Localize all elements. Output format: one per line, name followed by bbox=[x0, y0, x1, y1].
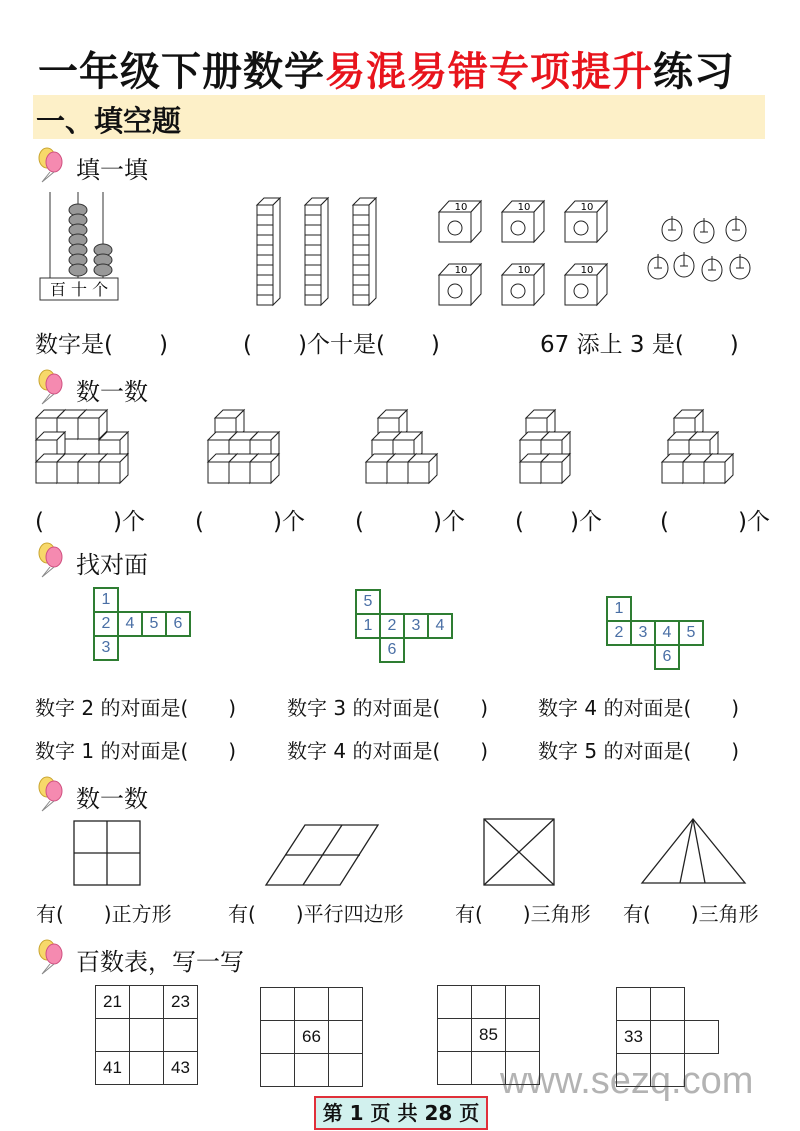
ten-boxes-icon bbox=[437, 198, 617, 310]
hundred-chart-fragment bbox=[95, 985, 198, 1085]
cube-net bbox=[355, 589, 453, 663]
hundred-chart-cell[interactable] bbox=[96, 1019, 130, 1052]
apples-icon bbox=[650, 212, 760, 292]
net-cell bbox=[166, 636, 190, 660]
hundred-chart-cell[interactable] bbox=[506, 1019, 540, 1052]
net-cell bbox=[166, 588, 190, 612]
title-prefix: 一年级下册数学 bbox=[38, 48, 325, 95]
parallelogram-figure bbox=[266, 825, 378, 885]
subheading: 数一数 bbox=[76, 785, 148, 813]
box-label: 10 bbox=[580, 265, 594, 276]
net-cell bbox=[118, 636, 142, 660]
balloon-icon bbox=[36, 777, 66, 811]
hundred-chart-cell[interactable] bbox=[130, 1019, 164, 1052]
hundred-chart-cell bbox=[685, 1054, 719, 1087]
hundred-chart-cell: 33 bbox=[617, 1021, 651, 1054]
cube-net bbox=[606, 596, 704, 670]
net-cell: 2 bbox=[94, 612, 118, 636]
hundred-chart-cell[interactable] bbox=[329, 988, 363, 1021]
hundred-chart-cell: 41 bbox=[96, 1052, 130, 1085]
count-answer-blank: ( )个 bbox=[195, 509, 305, 535]
hundred-chart-cell[interactable] bbox=[685, 1021, 719, 1054]
hundred-chart-cell[interactable] bbox=[472, 1052, 506, 1085]
count-answer-blank: ( )个 bbox=[515, 509, 602, 535]
hundred-chart-cell[interactable] bbox=[617, 1054, 651, 1087]
net-cell: 4 bbox=[118, 612, 142, 636]
box-label: 10 bbox=[454, 202, 468, 213]
net-cell bbox=[356, 638, 380, 662]
opposite-face-question: 数字 2 的对面是( ) bbox=[35, 696, 237, 720]
net-cell: 1 bbox=[607, 597, 631, 621]
fill-blank-question: 67 添上 3 是( ) bbox=[540, 332, 739, 358]
net-cell bbox=[655, 597, 679, 621]
abacus-labels: 百 十 个 bbox=[49, 280, 109, 299]
subheading: 找对面 bbox=[76, 551, 148, 579]
shapes-figures bbox=[0, 815, 800, 890]
hundred-chart-cell[interactable] bbox=[295, 1054, 329, 1087]
net-cell bbox=[428, 638, 452, 662]
net-cell bbox=[631, 645, 655, 669]
opposite-face-question: 数字 4 的对面是( ) bbox=[538, 696, 740, 720]
net-cell bbox=[607, 645, 631, 669]
hundred-chart-cell[interactable] bbox=[651, 1054, 685, 1087]
net-cell: 2 bbox=[380, 614, 404, 638]
hundred-chart-fragment bbox=[260, 987, 363, 1087]
net-cell: 5 bbox=[142, 612, 166, 636]
subheading: 百数表，写一写 bbox=[76, 948, 244, 976]
net-cell bbox=[428, 590, 452, 614]
ten-rods-icon bbox=[252, 195, 382, 310]
hundred-chart-cell[interactable] bbox=[472, 986, 506, 1019]
net-cell: 4 bbox=[655, 621, 679, 645]
net-cell bbox=[118, 588, 142, 612]
hundred-chart-cell[interactable] bbox=[261, 1021, 295, 1054]
hundred-chart-cell[interactable] bbox=[130, 1052, 164, 1085]
hundred-chart-cell[interactable] bbox=[130, 986, 164, 1019]
hundred-chart-cell[interactable] bbox=[164, 1019, 198, 1052]
opposite-face-question: 数字 4 的对面是( ) bbox=[287, 739, 489, 763]
title-suffix: 练习 bbox=[653, 48, 735, 95]
count-answer-blank: ( )个 bbox=[355, 509, 465, 535]
net-cell bbox=[404, 638, 428, 662]
net-cell: 5 bbox=[356, 590, 380, 614]
net-cell: 4 bbox=[428, 614, 452, 638]
net-cell: 3 bbox=[94, 636, 118, 660]
shape-count-question: 有( )三角形 bbox=[455, 902, 591, 926]
balloon-icon bbox=[36, 370, 66, 404]
net-cell bbox=[679, 597, 703, 621]
hundred-chart-cell: 43 bbox=[164, 1052, 198, 1085]
hundred-chart-cell[interactable] bbox=[617, 988, 651, 1021]
hundred-chart-cell: 23 bbox=[164, 986, 198, 1019]
count-answer-blank: ( )个 bbox=[35, 509, 145, 535]
opposite-face-question: 数字 3 的对面是( ) bbox=[287, 696, 489, 720]
hundred-chart-cell[interactable] bbox=[261, 988, 295, 1021]
net-cell bbox=[679, 645, 703, 669]
balloon-icon bbox=[36, 940, 66, 974]
net-cell: 3 bbox=[631, 621, 655, 645]
section-title: 一、填空题 bbox=[36, 104, 182, 138]
balloon-icon bbox=[36, 148, 66, 182]
net-cell: 5 bbox=[679, 621, 703, 645]
cube-stacks bbox=[0, 400, 800, 495]
hundred-chart-cell[interactable] bbox=[329, 1021, 363, 1054]
triangle-figure bbox=[642, 819, 745, 883]
hundred-chart-cell[interactable] bbox=[261, 1054, 295, 1087]
net-cell: 1 bbox=[94, 588, 118, 612]
net-cell bbox=[380, 590, 404, 614]
net-cell: 6 bbox=[380, 638, 404, 662]
hundred-chart-cell bbox=[685, 988, 719, 1021]
hundred-chart-cell[interactable] bbox=[651, 1021, 685, 1054]
hundred-chart-fragment bbox=[437, 985, 540, 1085]
net-cell bbox=[142, 636, 166, 660]
net-cell: 6 bbox=[166, 612, 190, 636]
count-answer-blank: ( )个 bbox=[660, 509, 770, 535]
net-cell: 3 bbox=[404, 614, 428, 638]
hundred-chart-cell[interactable] bbox=[438, 1019, 472, 1052]
fill-blank-question: 数字是( ) bbox=[35, 332, 168, 358]
subheading: 数一数 bbox=[76, 378, 148, 406]
shape-count-question: 有( )三角形 bbox=[623, 902, 759, 926]
opposite-face-question: 数字 1 的对面是( ) bbox=[35, 739, 237, 763]
hundred-chart-cell[interactable] bbox=[438, 986, 472, 1019]
net-cell: 6 bbox=[655, 645, 679, 669]
page-title bbox=[38, 40, 735, 97]
subheading: 填一填 bbox=[76, 156, 148, 184]
watermark: www.sezq.com bbox=[500, 1060, 754, 1102]
page-footer: 第 1 页 共 28 页 bbox=[314, 1096, 488, 1130]
shape-count-question: 有( )平行四边形 bbox=[228, 902, 404, 926]
crossed-square-figure bbox=[484, 819, 554, 885]
hundred-chart-cell: 66 bbox=[295, 1021, 329, 1054]
box-label: 10 bbox=[517, 265, 531, 276]
box-label: 10 bbox=[517, 202, 531, 213]
title-highlight: 易混易错专项提升 bbox=[325, 48, 653, 100]
hundred-chart-cell: 85 bbox=[472, 1019, 506, 1052]
net-cell bbox=[404, 590, 428, 614]
hundred-chart-cell[interactable] bbox=[438, 1052, 472, 1085]
hundred-chart-cell: 21 bbox=[96, 986, 130, 1019]
hundred-chart-cell[interactable] bbox=[295, 988, 329, 1021]
balloon-icon bbox=[36, 543, 66, 577]
hundred-chart-cell[interactable] bbox=[506, 1052, 540, 1085]
net-cell bbox=[631, 597, 655, 621]
opposite-face-question: 数字 5 的对面是( ) bbox=[538, 739, 740, 763]
hundred-chart-cell[interactable] bbox=[651, 988, 685, 1021]
hundred-chart-fragment bbox=[616, 987, 719, 1087]
net-cell bbox=[142, 588, 166, 612]
cube-net bbox=[93, 587, 191, 661]
box-label: 10 bbox=[580, 202, 594, 213]
shape-count-question: 有( )正方形 bbox=[36, 902, 172, 926]
box-label: 10 bbox=[454, 265, 468, 276]
hundred-chart-cell[interactable] bbox=[506, 986, 540, 1019]
fill-blank-question: ( )个十是( ) bbox=[243, 332, 440, 358]
square-figure bbox=[74, 821, 140, 885]
hundred-chart-cell[interactable] bbox=[329, 1054, 363, 1087]
net-cell: 1 bbox=[356, 614, 380, 638]
net-cell: 2 bbox=[607, 621, 631, 645]
abacus-icon bbox=[38, 192, 128, 304]
